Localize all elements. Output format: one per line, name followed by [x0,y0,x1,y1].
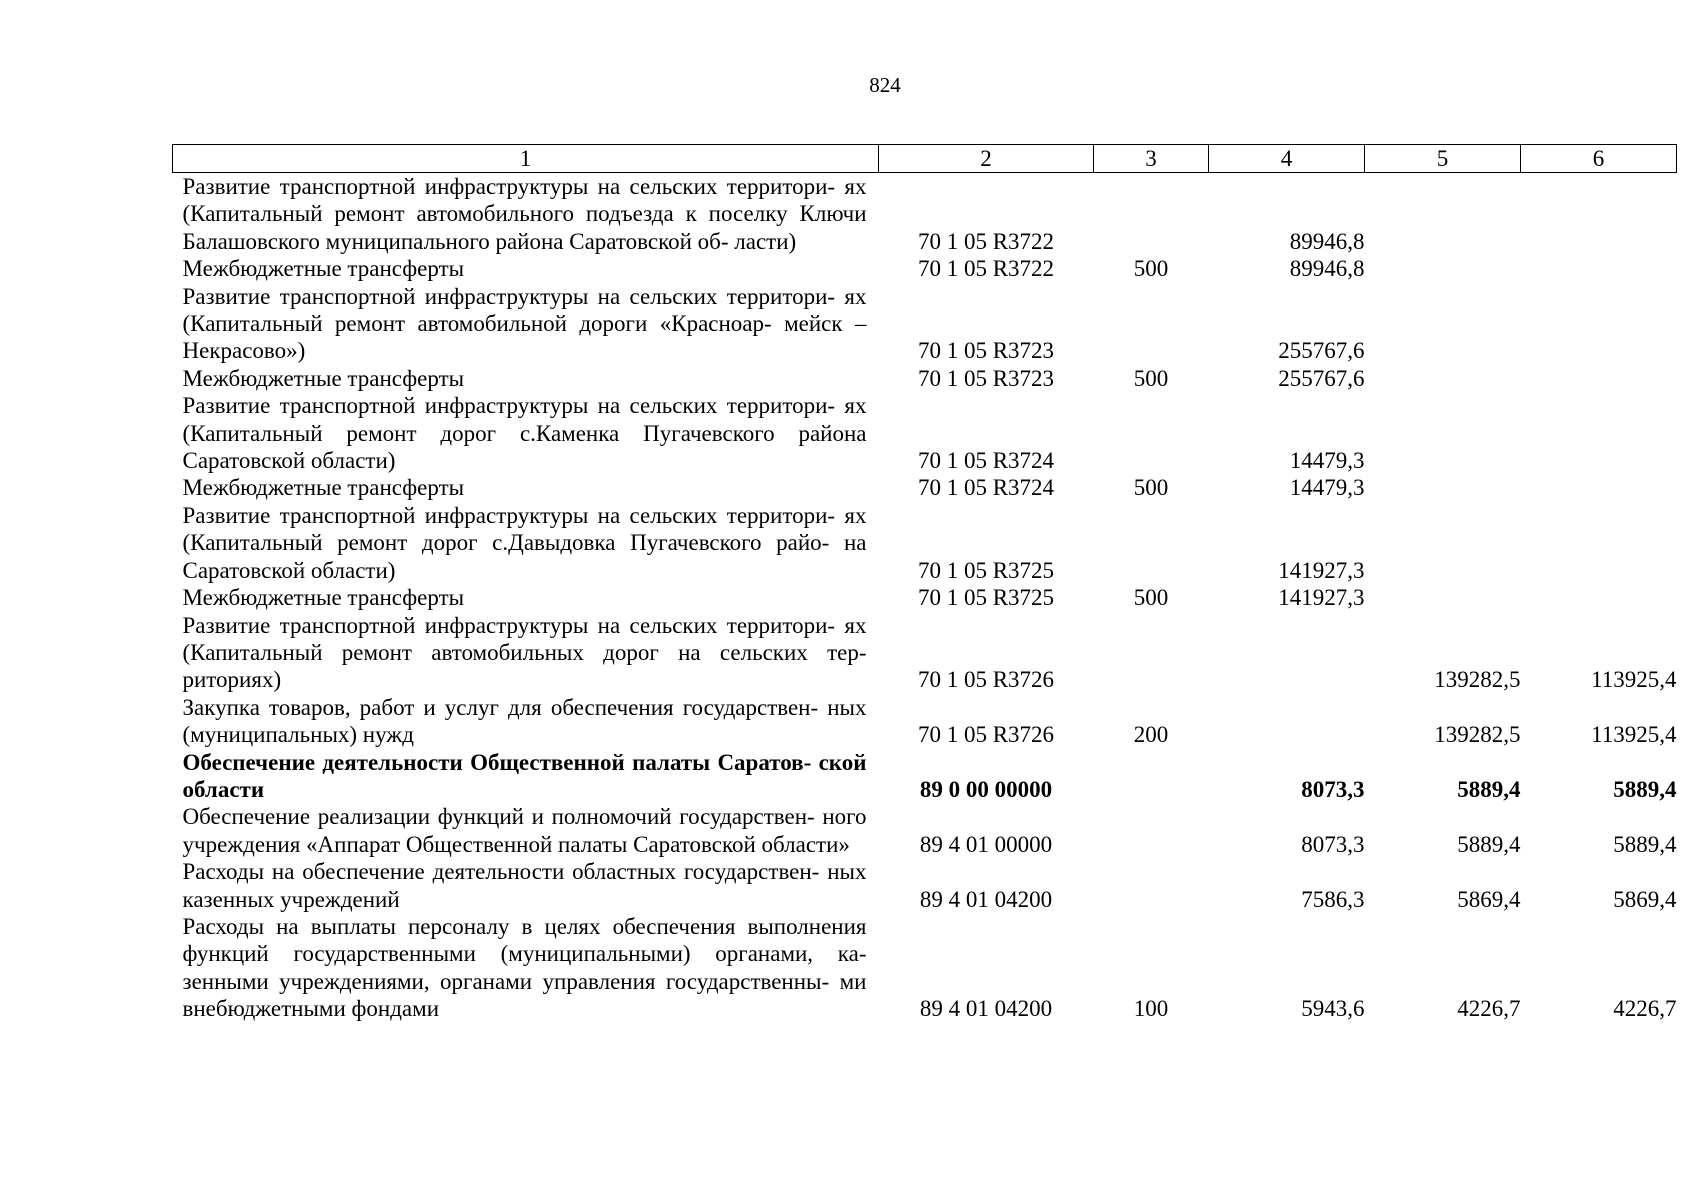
row-name-line: Развитие транспортной инфраструктуры на сельских территори- [182,283,836,309]
row-code: 70 1 05 R3722 [917,256,1055,282]
row-code: 70 1 05 R3723 [917,338,1055,364]
row-name-line: ях (Капитальный ремонт автомобильного подъезда к поселку [182,174,867,227]
row-name-line: Развитие транспортной инфраструктуры на сельских территори- [182,174,836,199]
row-expense-type: 200 [1133,722,1169,748]
table-row [173,803,1677,858]
row-name [173,749,879,804]
table-body [173,173,1677,1023]
row-expense-type: 100 [1133,996,1169,1022]
column-header-3: 3 [1094,145,1209,173]
row-code: 70 1 05 R3726 [917,667,1055,693]
row-value-col4: 14479,3 [1289,448,1365,474]
row-name [173,612,879,694]
row-value-col6 [1521,173,1677,256]
column-header-1: 1 [173,145,879,173]
row-code: 70 1 05 R3725 [917,557,1055,583]
table-row [173,255,1677,282]
row-name-line: области» [761,831,850,857]
row-code: 89 4 01 00000 [919,831,1053,857]
page-number: 824 [869,73,901,97]
row-value-col5 [1365,255,1521,282]
row-value-col6 [1521,474,1677,501]
row-name-line: Ключи Балашовского муниципального района Саратовской об- [182,201,867,254]
row-value-col4 [1209,694,1365,749]
row-value-col6: 113925,4 [1591,722,1677,748]
row-value-col5 [1365,584,1521,611]
row-expense-type [1094,502,1209,584]
row-name-line: функций государственными (муниципальными) органами, ка- [182,941,867,967]
row-name [173,913,879,1023]
row-code: 70 1 05 R3725 [917,585,1055,611]
row-code: 89 4 01 04200 [919,886,1053,912]
row-code: 70 1 05 R3724 [917,475,1055,501]
row-value-col6 [1521,283,1677,365]
row-name-line: ми внебюджетными фондами [182,968,867,1022]
row-value-col4: 8073,3 [1301,831,1365,857]
row-name [173,502,879,584]
row-name-line: Расходы на выплаты персоналу в целях обеспечения выполнения [182,913,867,939]
table-header [173,145,1677,173]
column-header-5: 5 [1365,145,1521,173]
table-row [173,365,1677,392]
row-name [173,365,879,392]
row-name-line: Межбюджетные трансферты [182,365,465,391]
row-value-col4: 7586,3 [1301,886,1365,912]
row-name-line: ях (Капитальный ремонт дорог с.Каменка Пугачевского района [182,393,867,446]
row-name-line: Развитие транспортной инфраструктуры на сельских территори- [182,612,836,638]
table-row [173,612,1677,694]
row-name-line: ской области [182,749,867,802]
row-name-line: риториях) [182,667,282,693]
row-value-col6 [1521,502,1677,584]
row-value-col6 [1521,255,1677,282]
row-name-line: Межбюджетные трансферты [182,585,465,611]
row-expense-type [1094,612,1209,694]
row-name-line: ных (муниципальных) нужд [182,694,867,748]
column-header-2: 2 [879,145,1094,173]
row-name-line: ных казенных учреждений [182,859,867,912]
row-expense-type: 500 [1133,256,1169,282]
row-value-col6: 5869,4 [1613,886,1677,912]
row-expense-type: 500 [1133,475,1169,501]
row-name [173,858,879,913]
row-value-col5: 5889,4 [1457,831,1521,857]
table-row [173,584,1677,611]
table-row [173,749,1677,804]
row-name-line: Обеспечение деятельности Общественной палаты Саратов- [182,749,812,775]
row-code: 70 1 05 R3723 [917,365,1055,391]
row-value-col6 [1521,365,1677,392]
row-value-col5: 4226,7 [1457,996,1521,1022]
row-value-col4: 89946,8 [1289,228,1365,254]
row-expense-type [1094,283,1209,365]
row-code: 89 0 00 00000 [919,776,1053,802]
row-value-col4: 8073,3 [1301,776,1365,802]
row-value-col5: 139282,5 [1434,722,1521,748]
row-name [173,283,879,365]
row-code: 70 1 05 R3724 [917,448,1055,474]
row-name [173,584,879,611]
row-expense-type [1094,803,1209,858]
table-row [173,694,1677,749]
table-row [173,858,1677,913]
row-name-line: Обеспечение реализации функций и полномочий государствен- [182,804,815,830]
row-expense-type [1094,392,1209,474]
row-name-line: Расходы на обеспечение деятельности областных государствен- [182,859,820,885]
row-name-line: ях (Капитальный ремонт автомобильной дороги «Красноар- [182,283,867,337]
table-row [173,283,1677,365]
row-expense-type [1094,749,1209,804]
row-value-col5: 5889,4 [1457,776,1521,802]
row-value-col4 [1209,612,1365,694]
row-name [173,694,879,749]
row-value-col5 [1365,392,1521,474]
row-name-line: зенными учреждениями, органами управления государственны- [182,968,830,994]
header-row [173,145,1677,173]
table-row [173,502,1677,584]
row-value-col6: 5889,4 [1613,831,1677,857]
row-name-line: Закупка товаров, работ и услуг для обеспечения государствен- [182,694,819,720]
row-name-line: на Саратовской области) [182,530,867,583]
row-value-col5 [1365,173,1521,256]
row-name-line: Развитие транспортной инфраструктуры на сельских территори- [182,393,836,419]
row-name-line: Межбюджетные трансферты [182,256,465,282]
row-value-col5 [1365,283,1521,365]
row-expense-type: 500 [1133,585,1169,611]
row-name [173,803,879,858]
row-name [173,173,879,256]
row-value-col4: 14479,3 [1289,475,1365,501]
row-name-line: Межбюджетные трансферты [182,475,465,501]
row-value-col4: 255767,6 [1278,365,1365,391]
row-name [173,255,879,282]
row-expense-type [1094,858,1209,913]
row-name-line: ях (Капитальный ремонт дорог с.Давыдовка Пугачевского райо- [182,502,867,556]
column-header-4: 4 [1209,145,1365,173]
budget-table [172,144,1677,1023]
table-row [173,474,1677,501]
row-value-col6 [1521,392,1677,474]
row-name [173,474,879,501]
table-row [173,173,1677,256]
row-name [173,392,879,474]
row-value-col6: 4226,7 [1613,996,1677,1022]
table-row [173,392,1677,474]
row-value-col4: 89946,8 [1289,256,1365,282]
row-name-line: мейск – Некрасово») [182,311,867,364]
row-expense-type: 500 [1133,365,1169,391]
row-value-col4: 5943,6 [1301,996,1365,1022]
row-name-line: ласти) [734,228,797,254]
row-name-line: Развитие транспортной инфраструктуры на сельских территори- [182,502,836,528]
table-row [173,913,1677,1023]
row-value-col5 [1365,365,1521,392]
row-expense-type [1094,173,1209,256]
row-value-col5: 5869,4 [1457,886,1521,912]
row-value-col4: 255767,6 [1278,338,1365,364]
row-value-col5: 139282,5 [1434,667,1521,693]
row-name-line: Саратовской области) [182,448,396,474]
row-name-line: ного учреждения «Аппарат Общественной палаты Саратовской [182,804,867,857]
row-value-col5 [1365,502,1521,584]
row-name-line: ях (Капитальный ремонт автомобильных дорог на сельских тер- [182,612,867,665]
row-value-col5 [1365,474,1521,501]
row-value-col4: 141927,3 [1278,585,1365,611]
row-value-col4: 141927,3 [1278,557,1365,583]
row-value-col6: 113925,4 [1591,667,1677,693]
row-value-col6 [1521,584,1677,611]
row-code: 89 4 01 04200 [919,996,1053,1022]
column-header-6: 6 [1521,145,1677,173]
row-value-col6: 5889,4 [1613,776,1677,802]
row-code: 70 1 05 R3726 [917,722,1055,748]
row-code: 70 1 05 R3722 [917,228,1055,254]
